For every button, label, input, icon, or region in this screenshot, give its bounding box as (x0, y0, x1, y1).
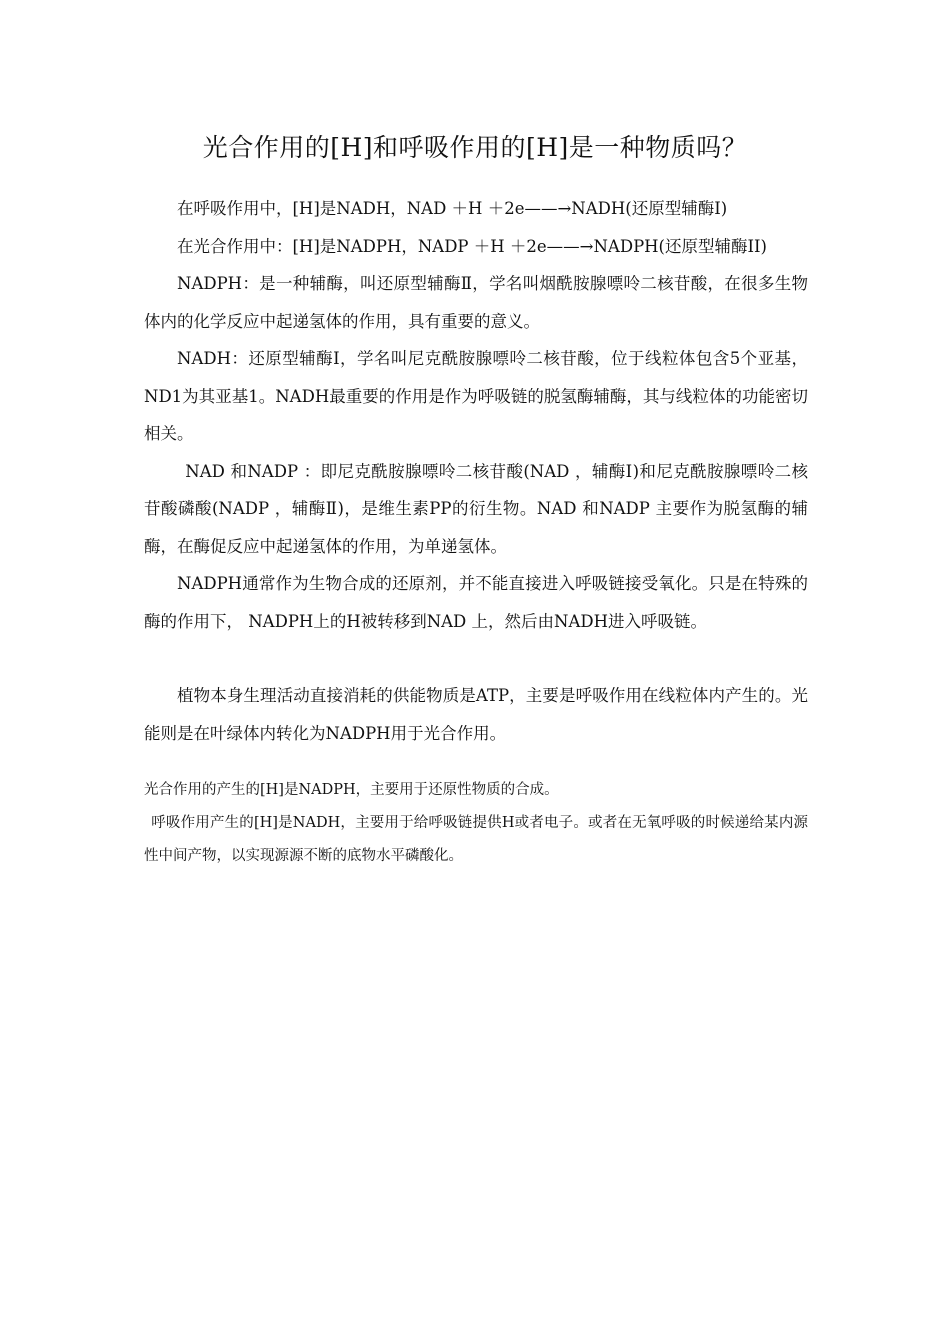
paragraph-respiration-h: 在呼吸作用中，[H]是NADH，NAD ＋H ＋2e——→NADH(还原型辅酶Ⅰ) (177, 199, 728, 218)
paragraph-nadh-definition: NADH：还原型辅酶Ⅰ，学名叫尼克酰胺腺嘌呤二核苷酸，位于线粒体包含5个亚基，ND1为其亚基1。NADH最重要的作用是作为呼吸链的脱氢酶辅酶，其与线粒体的功能密切相关。 (144, 349, 808, 443)
summary-notes (144, 774, 808, 873)
document-body (144, 190, 808, 752)
page-title: 光合作用的[H]和呼吸作用的[H]是一种物质吗？ (202, 133, 748, 162)
blank-line (144, 640, 808, 677)
paragraph-photosynthesis-h: 在光合作用中：[H]是NADPH，NADP ＋H ＋2e——→NADPH(还原型辅酶II) (177, 236, 767, 256)
paragraph-atp-energy: 植物本身生理活动直接消耗的供能物质是ATP，主要是呼吸作用在线粒体内产生的。光能则是在叶绿体内转化为NADPH用于光合作用。 (144, 686, 808, 743)
note-photosynthesis: 光合作用的产生的[H]是NADPH，主要用于还原性物质的合成。 (144, 782, 559, 798)
paragraph-nad-nadp: NAD 和NADP ：即尼克酰胺腺嘌呤二核苷酸(NAD ，辅酶Ⅰ)和尼克酰胺腺嘌呤二核苷酸磷酸(NADP ，辅酶Ⅱ)，是维生素PP的衍生物。NAD 和NADP 主要作为脱氢酶的辅酶，在酶促反应中起递氢体的作用，为单递氢体。 (144, 461, 808, 556)
paragraph-nadph-role: NADPH通常作为生物合成的还原剂，并不能直接进入呼吸链接受氧化。只是在特殊的酶的作用下， NADPH上的H被转移到NAD 上，然后由NADH进入呼吸链。 (144, 574, 808, 631)
paragraph-nadph-definition: NADPH：是一种辅酶，叫还原型辅酶Ⅱ，学名叫烟酰胺腺嘌呤二核苷酸，在很多生物体内的化学反应中起递氢体的作用，具有重要的意义。 (144, 274, 808, 331)
note-respiration: 呼吸作用产生的[H]是NADH，主要用于给呼吸链提供H或者电子。或者在无氧呼吸的时候递给某内源性中间产物，以实现源源不断的底物水平磷酸化。 (144, 815, 808, 864)
